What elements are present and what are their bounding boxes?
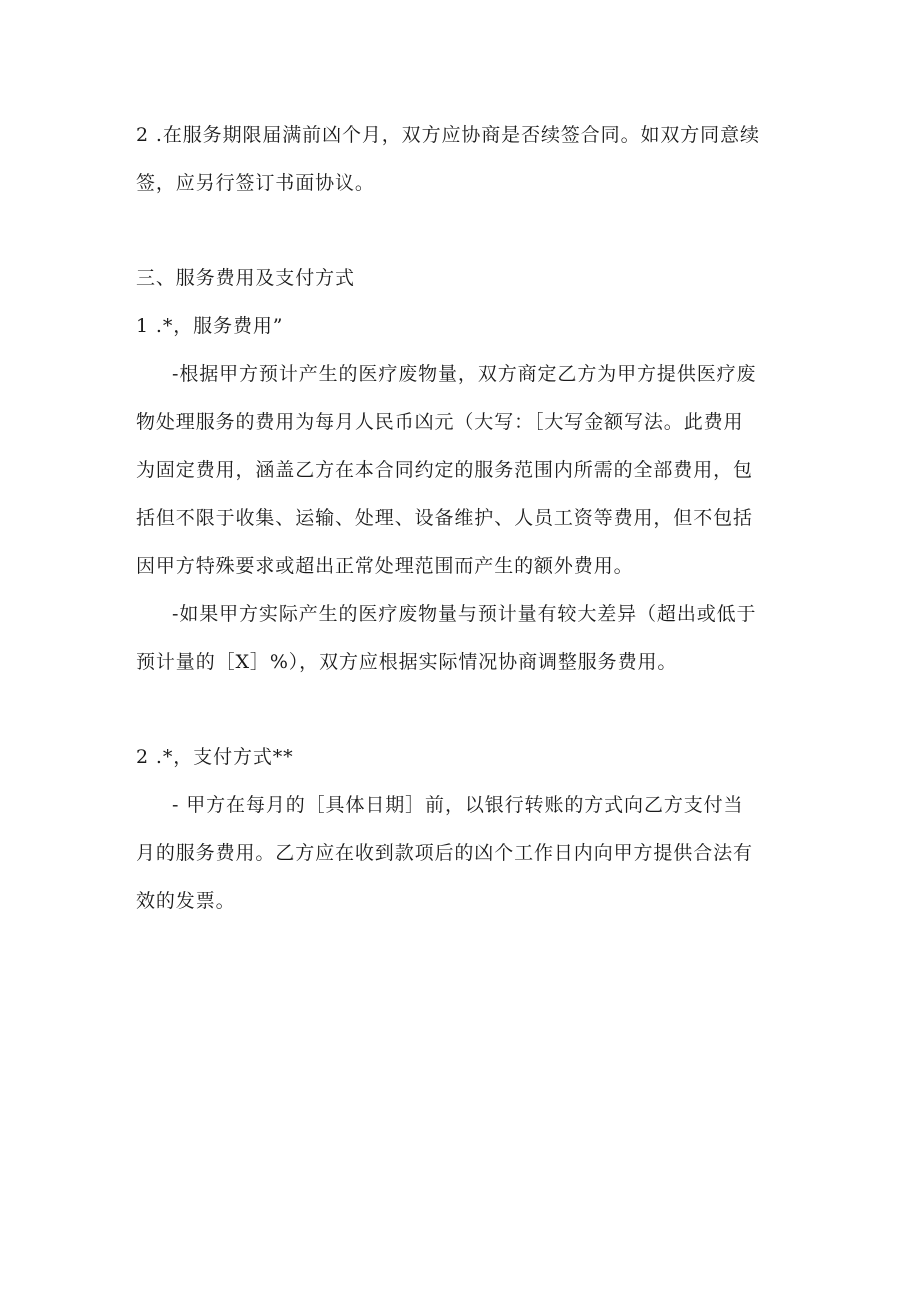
adjust-paragraph-line-1: -如果甲方实际产生的医疗废物量与预计量有较大差异（超出或低于	[172, 603, 757, 625]
fee-paragraph-line-3: 为固定费用，涵盖乙方在本合同约定的服务范围内所需的全部费用，包	[136, 459, 753, 481]
adjust-paragraph-line-2: 预计量的［X］%），双方应根据实际情况协商调整服务费用。	[136, 651, 678, 673]
fee-paragraph-line-4: 括但不限于收集、运输、处理、设备维护、人员工资等费用，但不包括	[136, 507, 753, 529]
clause-1-heading: 1 .*，服务费用”	[136, 315, 284, 337]
section-3-heading: 三、服务费用及支付方式	[136, 267, 355, 289]
clause-2-renewal-line-1: 2 .在服务期限届满前凶个月，双方应协商是否续签合同。如双方同意续	[136, 124, 760, 146]
payment-paragraph-line-1: - 甲方在每月的［具体日期］前，以银行转账的方式向乙方支付当	[172, 794, 744, 816]
clause-2-renewal-line-2: 签，应另行签订书面协议。	[136, 172, 375, 194]
payment-paragraph-line-2: 月的服务费用。乙方应在收到款项后的凶个工作日内向甲方提供合法有	[136, 842, 753, 864]
fee-paragraph-line-5: 因甲方特殊要求或超出正常处理范围而产生的额外费用。	[136, 555, 634, 577]
clause-2-payment-heading: 2 .*，支付方式**	[136, 746, 294, 768]
fee-paragraph-line-1: -根据甲方预计产生的医疗废物量，双方商定乙方为甲方提供医疗废	[172, 363, 757, 385]
payment-paragraph-line-3: 效的发票。	[136, 890, 236, 912]
fee-paragraph-line-2: 物处理服务的费用为每月人民币凶元（大写：［大写金额写法。此费用	[136, 411, 744, 433]
